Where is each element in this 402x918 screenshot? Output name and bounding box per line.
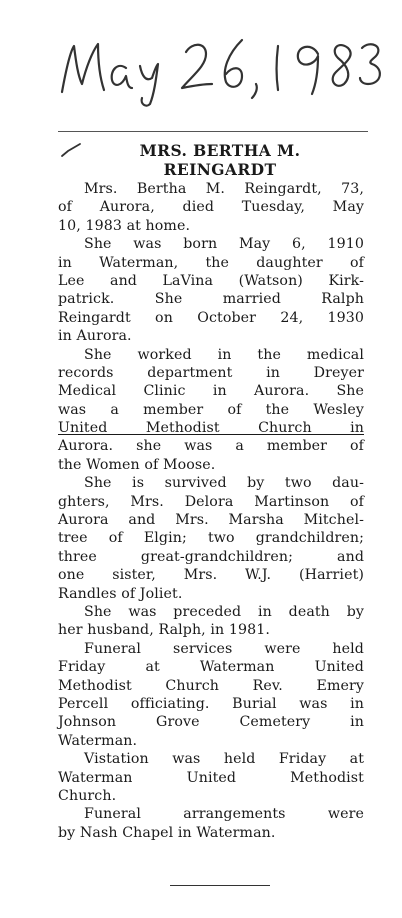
text-line: one sister, Mrs. W.J. (Harriet) xyxy=(58,567,364,584)
text-line: She was born May 6, 1910 xyxy=(84,236,364,253)
text-line: Johnson Grove Cemetery in xyxy=(58,714,364,731)
text-line: tree of Elgin; two grandchildren; xyxy=(58,530,364,547)
headline-line: MRS. BERTHA M. xyxy=(139,141,301,160)
text-line: ghters, Mrs. Delora Martinson of xyxy=(58,493,364,510)
text-line: Reingardt on October 24, 1930 xyxy=(58,309,364,326)
paragraph-funeral xyxy=(58,640,364,750)
text-line: Percell officiating. Burial was in xyxy=(58,695,364,712)
text-line: records department in Dreyer xyxy=(58,364,364,381)
text-line: Friday at Waterman United xyxy=(58,659,364,676)
text-line: Funeral arrangements were xyxy=(84,806,364,823)
paragraph-survivors xyxy=(58,474,364,603)
end-rule xyxy=(170,885,270,886)
text-line: Lee and LaVina (Watson) Kirk- xyxy=(58,272,364,289)
text-line: Medical Clinic in Aurora. She xyxy=(58,383,364,400)
text-line: Church. xyxy=(58,787,117,804)
text-line: in Waterman, the daughter of xyxy=(58,254,364,271)
headline-line: REINGARDT xyxy=(163,160,277,179)
text-line: by Nash Chapel in Waterman. xyxy=(58,824,276,841)
text-line: Vistation was held Friday at xyxy=(84,751,364,768)
text-line: United Methodist Church in xyxy=(58,420,364,437)
text-line: 10, 1983 at home. xyxy=(58,217,191,234)
text-line: her husband, Ralph, in 1981. xyxy=(58,622,271,639)
paragraph-death xyxy=(58,180,364,235)
text-line: She was preceded in death by xyxy=(84,603,364,620)
obituary-body xyxy=(58,180,364,842)
handwritten-date xyxy=(56,18,386,110)
handwritten-date-signature xyxy=(56,18,386,110)
paragraph-work xyxy=(58,346,364,475)
text-line: Methodist Church Rev. Emery xyxy=(58,677,364,694)
text-line: three great-grandchildren; and xyxy=(58,548,364,565)
text-line: She is survived by two dau- xyxy=(84,475,364,492)
paragraph-birth xyxy=(58,235,364,345)
text-line: of Aurora, died Tuesday, May xyxy=(58,199,364,216)
text-line: Aurora and Mrs. Marsha Mitchel- xyxy=(58,512,364,529)
text-line: in Aurora. xyxy=(58,328,132,345)
paragraph-visitation xyxy=(58,750,364,805)
paragraph-preceded xyxy=(58,603,364,640)
text-line: Funeral services were held xyxy=(84,640,364,657)
text-line: patrick. She married Ralph xyxy=(58,291,364,308)
paragraph-arrangements xyxy=(58,805,364,842)
text-line: Aurora. she was a member of xyxy=(58,438,364,455)
text-line: Waterman. xyxy=(58,732,138,749)
text-line: Mrs. Bertha M. Reingardt, 73, xyxy=(84,181,364,197)
clipping-top-rule xyxy=(58,131,368,132)
text-line: She worked in the medical xyxy=(84,346,364,363)
text-line: was a member of the Wesley xyxy=(58,401,364,418)
text-line: the Women of Moose. xyxy=(58,456,216,473)
obituary-headline xyxy=(70,141,370,179)
text-line: Waterman United Methodist xyxy=(58,769,364,786)
text-line: Randles of Joliet. xyxy=(58,585,183,602)
